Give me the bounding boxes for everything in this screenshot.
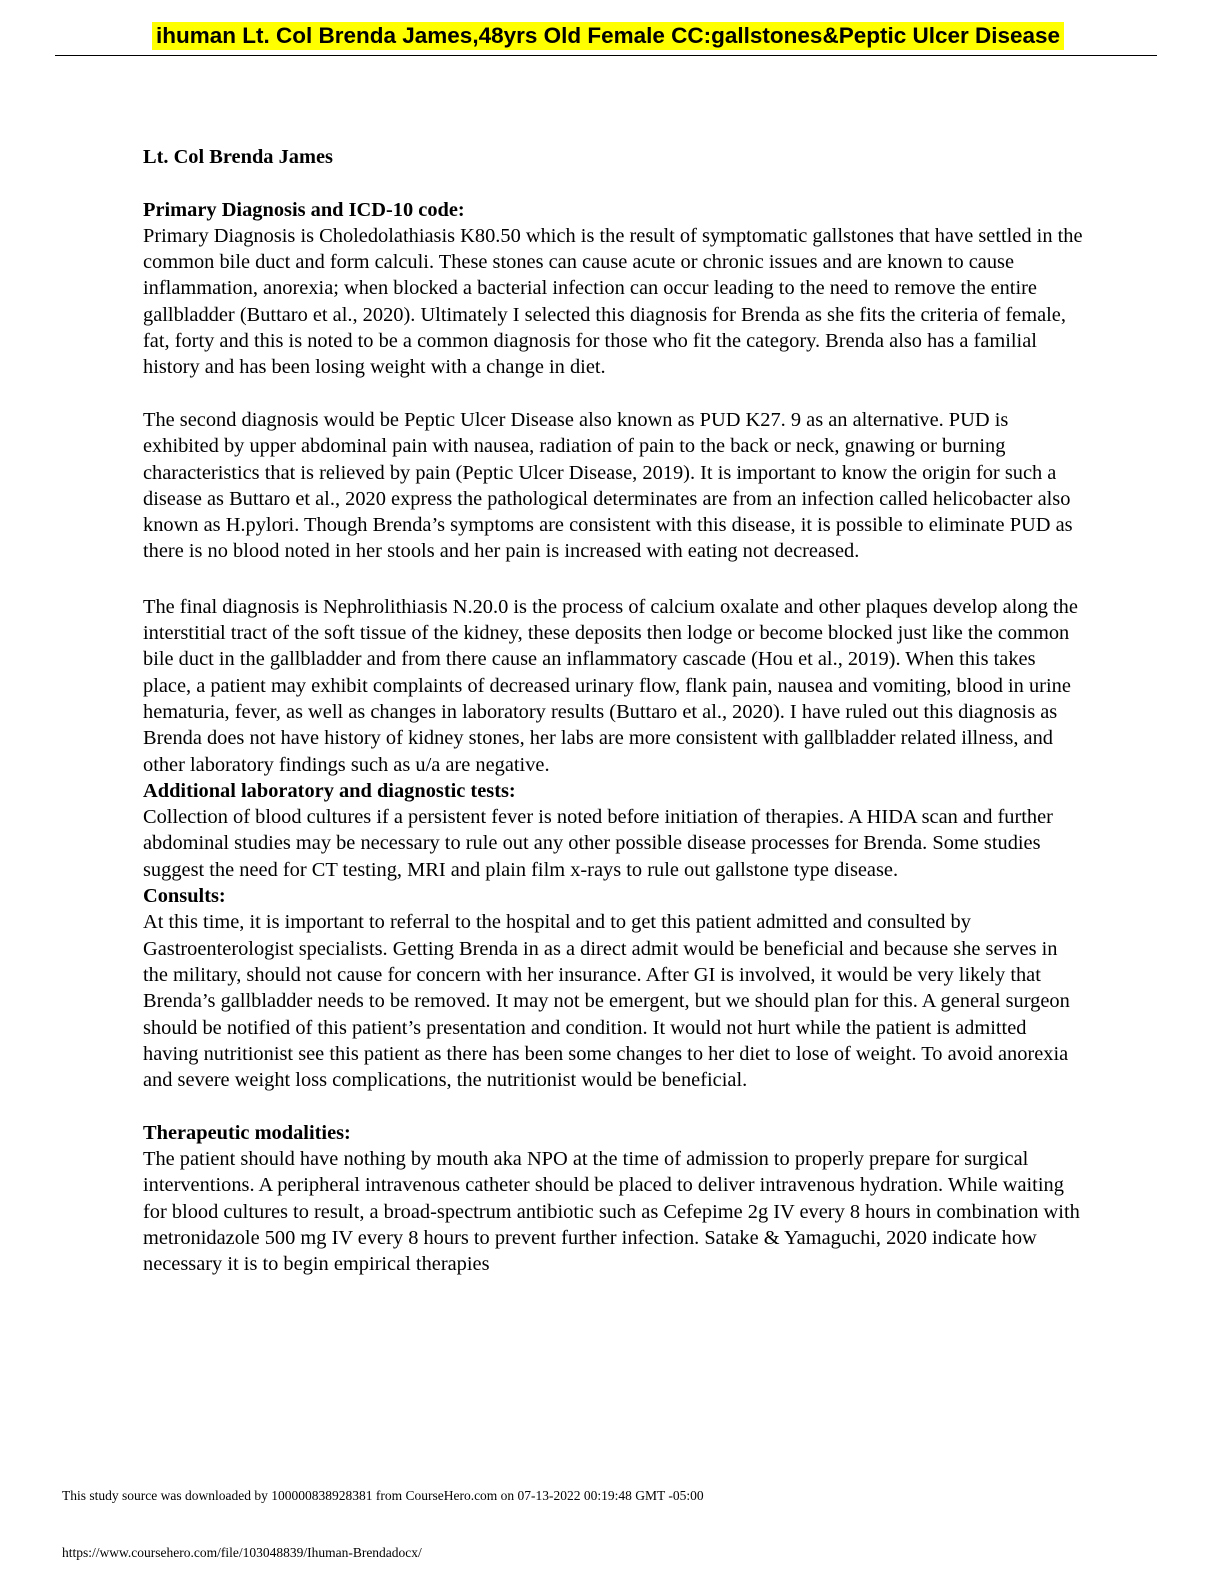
labs-paragraph: Collection of blood cultures if a persistent fever is noted before initiation of therapies. A HIDA scan and further abdominal studies may be necessary to rule out any other possible disease processes for Brenda. Some studies suggest the need for CT testing, MRI and plain film x-rays to rule out gallstone type disease. (143, 806, 1053, 881)
labs-heading: Additional laboratory and diagnostic tests: (143, 779, 516, 802)
primary-diagnosis-heading: Primary Diagnosis and ICD-10 code: (143, 198, 465, 221)
spacer (143, 170, 1083, 196)
spacer (143, 381, 1083, 407)
therapeutic-paragraph: The patient should have nothing by mouth aka NPO at the time of admission to properly prepare for surgical interventions. A peripheral intravenous catheter should be placed to deliver intravenous hydration. While waiting for blood cultures to result, a broad-spectrum antibiotic such as Cefepime 2g IV every 8 hours in combination with metronidazole 500 mg IV every 8 hours to prevent further infection. Satake & Yamaguchi, 2020 indicate how necessary it is to begin empirical therapies (143, 1147, 1080, 1276)
document-header-title: ihuman Lt. Col Brenda James,48yrs Old Female CC:gallstones&Peptic Ulcer Disease (152, 22, 1064, 50)
consults-heading: Consults: (143, 885, 226, 908)
consults-paragraph: At this time, it is important to referral to the hospital and to get this patient admitted and consulted by Gastroenterologist specialists. Getting Brenda in as a direct admit would be beneficial and because she serves in the military, should not cause for concern with her insurance. After GI is involved, it would be very likely that Brenda’s gallbladder needs to be removed. It may not be emergent, but we should plan for this. A general surgeon should be notified of this patient’s presentation and condition. It would not hurt while the patient is admitted having nutritionist see this patient as there has been some changes to her diet to lose of weight. To avoid anorexia and severe weight loss complications, the nutritionist would be beneficial. (143, 911, 1070, 1092)
primary-diagnosis-paragraph: Primary Diagnosis is Choledolathiasis K80.50 which is the result of symptomatic gallstones that have settled in the common bile duct and form calculi. These stones can cause acute or chronic issues and are known to cause inflammation, anorexia; when blocked a bacterial infection can occur leading to the need to remove the entire gallbladder (Buttaro et al., 2020). Ultimately I selected this diagnosis for Brenda as she fits the criteria of female, fat, forty and this is noted to be a common diagnosis for those who fit the category. Brenda also has a familial history and has been losing weight with a change in diet. (143, 224, 1083, 379)
download-source-note: This study source was downloaded by 100000838928381 from CourseHero.com on 07-13-2022 00:19:48 GMT -05:00 (62, 1488, 704, 1503)
spacer (143, 1093, 1083, 1119)
therapeutic-heading: Therapeutic modalities: (143, 1121, 351, 1144)
document-body (143, 144, 1083, 1277)
second-diagnosis-paragraph: The second diagnosis would be Peptic Ulcer Disease also known as PUD K27. 9 as an alternative. PUD is exhibited by upper abdominal pain with nausea, radiation of pain to the back or neck, gnawing or burning characteristics that is relieved by pain (Peptic Ulcer Disease, 2019). It is important to know the origin for such a disease as Buttaro et al., 2020 express the pathological determinates are from an infection called helicobacter also known as H.pylori. Though Brenda’s symptoms are consistent with this disease, it is possible to eliminate PUD as there is no blood noted in her stools and her pain is increased with eating not decreased. (143, 408, 1073, 563)
final-diagnosis-paragraph: The final diagnosis is Nephrolithiasis N.20.0 is the process of calcium oxalate and other plaques develop along the interstitial tract of the soft tissue of the kidney, these deposits then lodge or become blocked just like the common bile duct in the gallbladder and from there cause an inflammatory cascade (Hou et al., 2019). When this takes place, a patient may exhibit complaints of decreased urinary flow, flank pain, nausea and vomiting, blood in urine hematuria, fever, as well as changes in laboratory results (Buttaro et al., 2020). I have ruled out this diagnosis as Brenda does not have history of kidney stones, her labs are more consistent with gallbladder related illness, and other laboratory findings such as u/a are negative. (143, 595, 1078, 776)
patient-name-heading: Lt. Col Brenda James (143, 146, 333, 168)
header-divider (55, 55, 1157, 56)
source-url[interactable]: https://www.coursehero.com/file/103048839/Ihuman-Brendadocx/ (62, 1545, 422, 1560)
spacer (143, 565, 1083, 594)
